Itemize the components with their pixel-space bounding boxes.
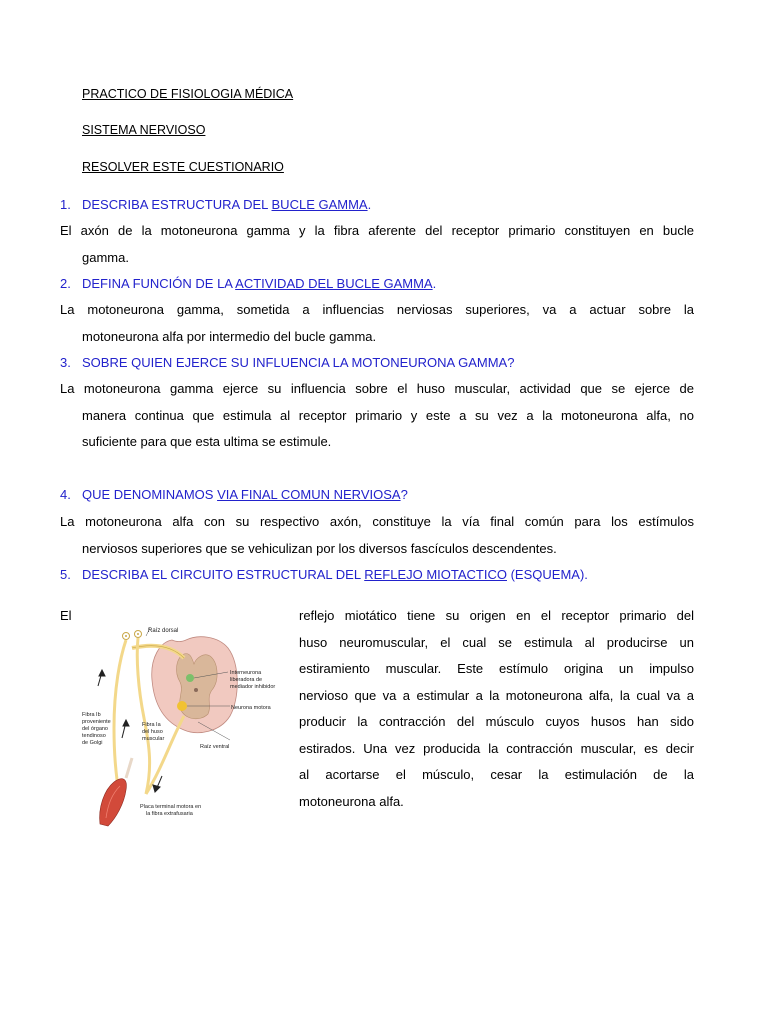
answer-line: huso neuromuscular, el cual se estimula al producirse un (299, 634, 694, 650)
label-fibra-ib-2: proveniente (82, 719, 111, 725)
interneuron-marker (186, 674, 194, 682)
question-text: QUE DENOMINAMOS (82, 487, 218, 502)
question-number: 1. (60, 197, 71, 212)
answer-line: reflejo miotático tiene su origen en el receptor primario del (299, 608, 694, 623)
answer-line: nerviosos superiores que se vehiculizan por los diversos fascículos descendentes. (82, 540, 557, 556)
label-fibra-ib-5: de Golgi (82, 740, 103, 746)
answer-1 (60, 218, 694, 271)
document-title: PRACTICO DE FISIOLOGIA MÉDICA (82, 87, 294, 101)
question-text: DESCRIBA EL CIRCUITO ESTRUCTURAL DEL (82, 567, 365, 582)
answer-4 (60, 509, 694, 562)
label-interneurona-2: liberadora de (230, 677, 263, 683)
label-placa-1: Placa terminal motora en (140, 804, 202, 810)
spinal-cord (152, 637, 238, 733)
answer-line: La motoneurona gamma, sometida a influencias nerviosas superiores, va a actuar sobre la (60, 302, 694, 317)
question-number: 5. (60, 567, 71, 582)
question-number: 4. (60, 487, 71, 502)
question-5 (60, 567, 700, 582)
motor-neuron-marker (177, 701, 187, 711)
label-neurona-motora: Neurona motora (231, 705, 271, 711)
answer-line: manera continua que estimula al receptor primario y este a su vez a la motoneurona alfa, no (82, 407, 694, 423)
answer-line: La motoneurona gamma ejerce su influencia sobre el huso muscular, actividad que se ejerce de (60, 381, 694, 396)
label-interneurona-3: mediador inhibidor (230, 684, 276, 690)
question-link[interactable]: ACTIVIDAD DEL BUCLE GAMMA (235, 276, 433, 291)
question-link[interactable]: VIA FINAL COMUN NERVIOSA (217, 487, 401, 502)
myotatic-reflex-diagram (80, 618, 290, 828)
answer-5-lead: El (60, 608, 72, 623)
answer-line: suficiente para que esta ultima se estimule. (82, 434, 332, 449)
answer-line: gamma. (82, 249, 129, 265)
question-suffix: . (367, 197, 372, 212)
question-suffix: ? (400, 487, 408, 502)
question-3 (60, 355, 700, 370)
question-text: DEFINA FUNCIÓN DE LA (82, 276, 236, 291)
answer-line: La motoneurona alfa con su respectivo axón, constituye la vía final común para los estímulos (60, 514, 694, 529)
label-raiz-ventral: Raíz ventral (200, 744, 230, 750)
answer-line: al acortarse el músculo, cesar la estimulación de la (299, 767, 694, 782)
answer-line: El axón de la motoneurona gamma y la fibra aferente del receptor primario constituyen en bucle (60, 223, 694, 238)
question-text: SOBRE QUIEN EJERCE SU INFLUENCIA LA MOTONEURONA GAMMA? (82, 355, 515, 370)
answer-line: producir la contracción del músculo cuyos husos han sido (299, 714, 694, 729)
question-link[interactable]: BUCLE GAMMA (271, 197, 368, 212)
label-fibra-ia-2: del huso (142, 729, 163, 735)
question-number: 3. (60, 355, 71, 370)
question-2 (60, 276, 700, 291)
question-suffix: (ESQUEMA). (506, 567, 588, 582)
label-fibra-ib-1: Fibra Ib (82, 712, 101, 718)
document-instruction: RESOLVER ESTE CUESTIONARIO (82, 160, 284, 174)
question-text: DESCRIBA ESTRUCTURA DEL (82, 197, 272, 212)
label-raiz-dorsal: Raíz dorsal (148, 628, 179, 634)
answer-line: motoneurona alfa por intermedio del bucle gamma. (82, 328, 377, 344)
answer-line: nervioso que va a estimular a la motoneurona alfa, la cual va a (299, 687, 694, 703)
answer-line: motoneurona alfa. (299, 793, 404, 809)
question-4 (60, 487, 700, 502)
document-subtitle: SISTEMA NERVIOSO (82, 123, 206, 137)
label-fibra-ib-3: del órgano (82, 726, 108, 732)
answer-line: estiramiento muscular. Este estímulo origina un impulso (299, 661, 694, 676)
label-fibra-ia-1: Fibra Ia (142, 722, 161, 728)
question-1 (60, 197, 700, 212)
label-placa-2: la fibra extrafusaria (146, 811, 193, 817)
answer-5 (299, 603, 694, 815)
label-interneurona-1: Interneurona (230, 670, 262, 676)
question-suffix: . (432, 276, 437, 291)
answer-2 (60, 297, 694, 350)
answer-3 (60, 376, 694, 456)
label-fibra-ia-3: muscular (142, 736, 165, 742)
answer-line: estirados. Una vez producida la contracción muscular, es decir (299, 740, 694, 756)
question-link[interactable]: REFLEJO MIOTACTICO (364, 567, 507, 582)
label-fibra-ib-4: tendinoso (82, 733, 106, 739)
question-number: 2. (60, 276, 71, 291)
